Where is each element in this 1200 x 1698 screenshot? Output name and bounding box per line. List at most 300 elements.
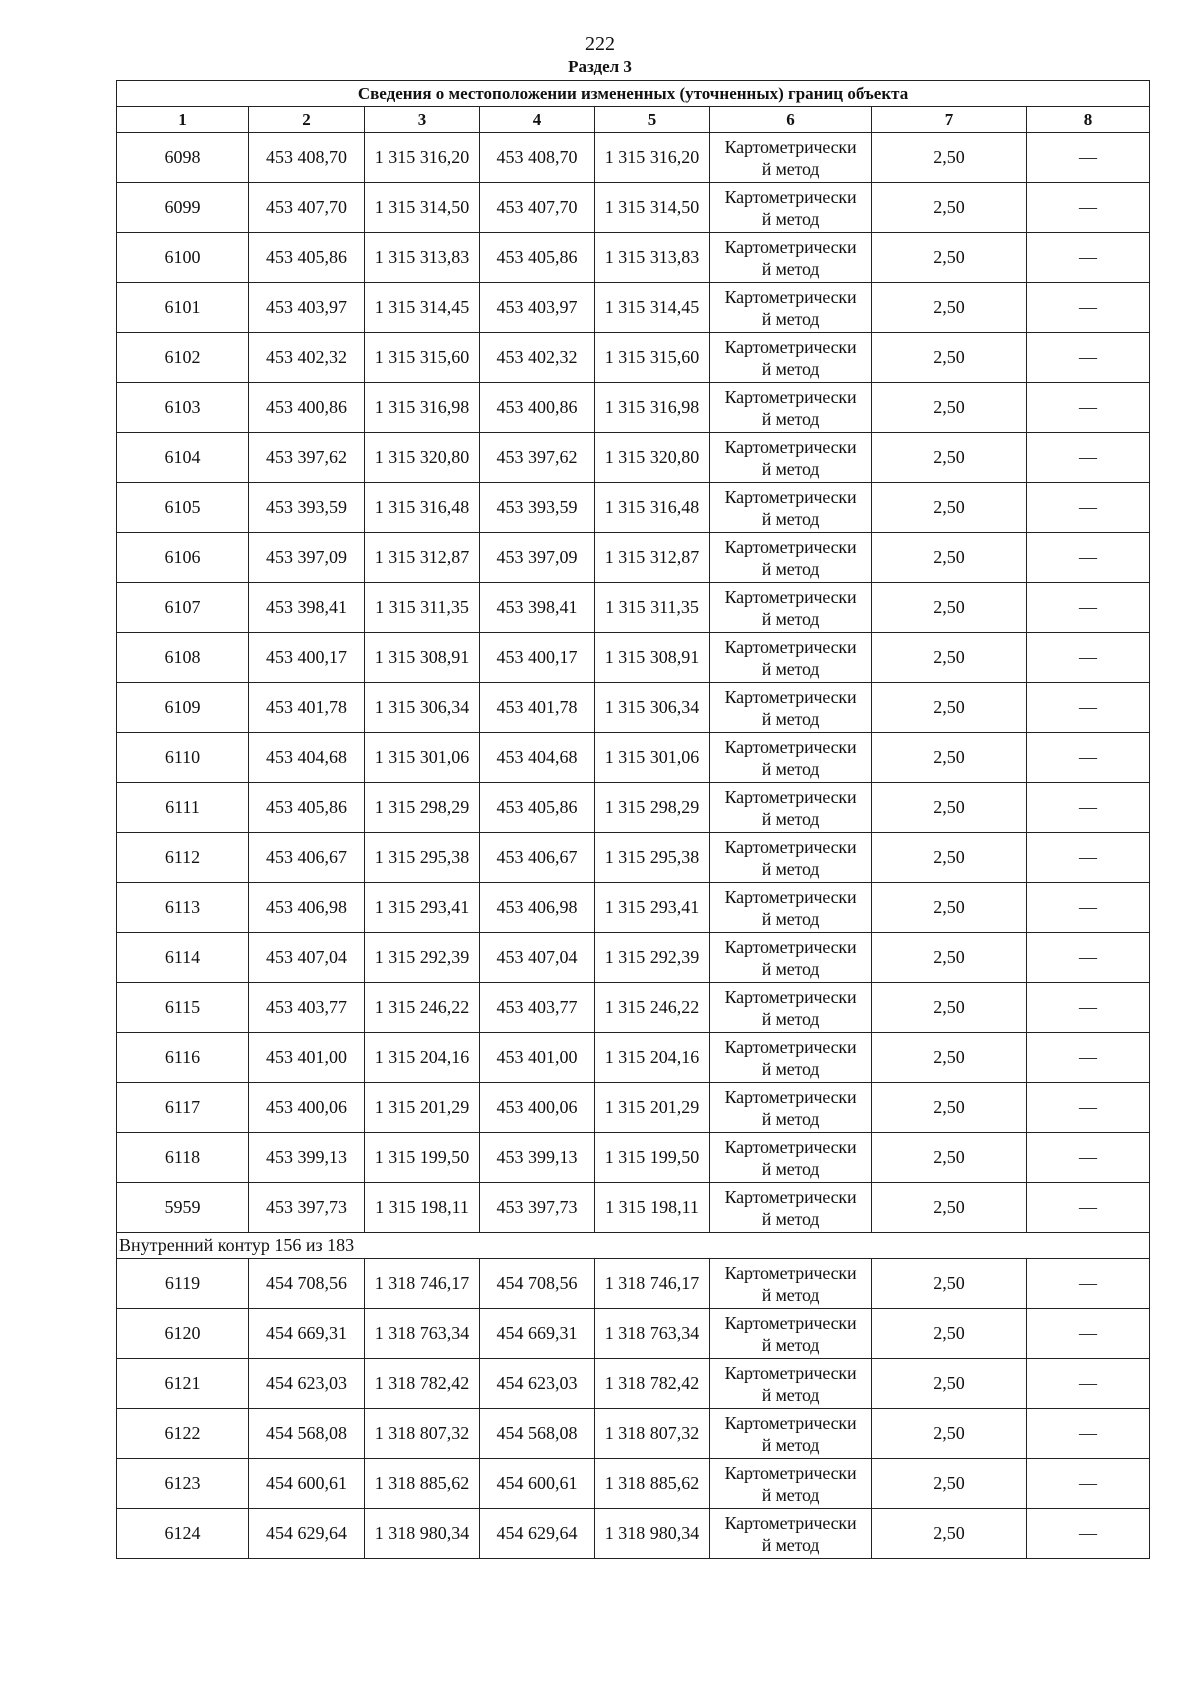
x-new-cell: 453 405,86 — [480, 783, 595, 833]
method-text-line-2: й метод — [761, 608, 820, 629]
column-8-cell: — — [1027, 383, 1150, 433]
column-number: 1 — [117, 107, 249, 133]
method-text-line-2: й метод — [761, 1058, 820, 1079]
y-new-cell: 1 315 292,39 — [595, 933, 710, 983]
y-existing-cell: 1 315 316,98 — [365, 383, 480, 433]
table-row — [117, 1509, 1150, 1559]
y-new-cell: 1 315 298,29 — [595, 783, 710, 833]
table-row — [117, 283, 1150, 333]
method-cell — [710, 1459, 872, 1509]
x-existing-cell: 453 401,78 — [249, 683, 365, 733]
x-new-cell: 453 400,17 — [480, 633, 595, 683]
method-text-line-2: й метод — [761, 158, 820, 179]
method-text-line-2: й метод — [761, 1334, 820, 1355]
point-id-cell: 6123 — [117, 1459, 249, 1509]
method-text-line-1: Картометрически — [724, 736, 857, 757]
column-8-cell: — — [1027, 333, 1150, 383]
table-caption: Сведения о местоположении измененных (уточненных) границ объекта — [117, 81, 1150, 107]
y-new-cell: 1 318 782,42 — [595, 1359, 710, 1409]
column-8-cell: — — [1027, 1033, 1150, 1083]
method-text-line-1: Картометрически — [724, 1036, 857, 1057]
y-new-cell: 1 315 312,87 — [595, 533, 710, 583]
x-existing-cell: 453 393,59 — [249, 483, 365, 533]
x-existing-cell: 453 400,17 — [249, 633, 365, 683]
method-text-line-2: й метод — [761, 1008, 820, 1029]
table-row — [117, 433, 1150, 483]
precision-cell: 2,50 — [872, 333, 1027, 383]
precision-cell: 2,50 — [872, 683, 1027, 733]
x-new-cell: 453 398,41 — [480, 583, 595, 633]
point-id-cell: 6112 — [117, 833, 249, 883]
precision-cell: 2,50 — [872, 283, 1027, 333]
table-row — [117, 733, 1150, 783]
method-text-line-2: й метод — [761, 858, 820, 879]
column-8-cell: — — [1027, 1083, 1150, 1133]
y-existing-cell: 1 318 980,34 — [365, 1509, 480, 1559]
x-new-cell: 454 568,08 — [480, 1409, 595, 1459]
y-existing-cell: 1 315 316,48 — [365, 483, 480, 533]
point-id-cell: 6098 — [117, 133, 249, 183]
y-new-cell: 1 315 311,35 — [595, 583, 710, 633]
column-8-cell: — — [1027, 1509, 1150, 1559]
y-existing-cell: 1 315 315,60 — [365, 333, 480, 383]
precision-cell: 2,50 — [872, 833, 1027, 883]
contour-label: Внутренний контур 156 из 183 — [117, 1233, 1150, 1259]
column-number: 5 — [595, 107, 710, 133]
precision-cell: 2,50 — [872, 483, 1027, 533]
x-existing-cell: 454 568,08 — [249, 1409, 365, 1459]
column-number: 4 — [480, 107, 595, 133]
x-existing-cell: 453 408,70 — [249, 133, 365, 183]
table-row — [117, 383, 1150, 433]
y-new-cell: 1 315 306,34 — [595, 683, 710, 733]
precision-cell: 2,50 — [872, 1459, 1027, 1509]
point-id-cell: 6100 — [117, 233, 249, 283]
precision-cell: 2,50 — [872, 583, 1027, 633]
table-row — [117, 1259, 1150, 1309]
x-existing-cell: 453 398,41 — [249, 583, 365, 633]
precision-cell: 2,50 — [872, 1409, 1027, 1459]
point-id-cell: 6120 — [117, 1309, 249, 1359]
table-row — [117, 1309, 1150, 1359]
x-existing-cell: 453 397,62 — [249, 433, 365, 483]
method-cell — [710, 883, 872, 933]
column-8-cell: — — [1027, 633, 1150, 683]
method-text-line-1: Картометрически — [724, 786, 857, 807]
point-id-cell: 6113 — [117, 883, 249, 933]
column-8-cell: — — [1027, 1183, 1150, 1233]
method-text-line-2: й метод — [761, 1484, 820, 1505]
column-8-cell: — — [1027, 1359, 1150, 1409]
table-row — [117, 1183, 1150, 1233]
precision-cell: 2,50 — [872, 1259, 1027, 1309]
table-row — [117, 233, 1150, 283]
x-new-cell: 453 407,04 — [480, 933, 595, 983]
point-id-cell: 5959 — [117, 1183, 249, 1233]
precision-cell: 2,50 — [872, 383, 1027, 433]
y-existing-cell: 1 315 320,80 — [365, 433, 480, 483]
method-text-line-2: й метод — [761, 558, 820, 579]
point-id-cell: 6101 — [117, 283, 249, 333]
y-new-cell: 1 315 295,38 — [595, 833, 710, 883]
table-row — [117, 583, 1150, 633]
method-cell — [710, 433, 872, 483]
table-row — [117, 983, 1150, 1033]
point-id-cell: 6115 — [117, 983, 249, 1033]
x-new-cell: 453 403,97 — [480, 283, 595, 333]
x-new-cell: 453 402,32 — [480, 333, 595, 383]
method-cell — [710, 1359, 872, 1409]
y-existing-cell: 1 315 198,11 — [365, 1183, 480, 1233]
method-text-line-1: Картометрически — [724, 986, 857, 1007]
column-numbers-row — [117, 107, 1150, 133]
method-text-line-1: Картометрически — [724, 636, 857, 657]
precision-cell: 2,50 — [872, 183, 1027, 233]
x-existing-cell: 454 708,56 — [249, 1259, 365, 1309]
method-text-line-2: й метод — [761, 808, 820, 829]
point-id-cell: 6102 — [117, 333, 249, 383]
point-id-cell: 6124 — [117, 1509, 249, 1559]
table-body — [117, 133, 1150, 1559]
method-cell — [710, 233, 872, 283]
x-new-cell: 453 404,68 — [480, 733, 595, 783]
precision-cell: 2,50 — [872, 983, 1027, 1033]
y-new-cell: 1 315 313,83 — [595, 233, 710, 283]
method-text-line-2: й метод — [761, 358, 820, 379]
column-number: 6 — [710, 107, 872, 133]
method-cell — [710, 183, 872, 233]
y-new-cell: 1 315 204,16 — [595, 1033, 710, 1083]
x-new-cell: 453 405,86 — [480, 233, 595, 283]
table-row — [117, 783, 1150, 833]
table-row — [117, 483, 1150, 533]
method-text-line-2: й метод — [761, 1208, 820, 1229]
point-id-cell: 6114 — [117, 933, 249, 983]
x-new-cell: 453 406,98 — [480, 883, 595, 933]
point-id-cell: 6108 — [117, 633, 249, 683]
point-id-cell: 6122 — [117, 1409, 249, 1459]
point-id-cell: 6105 — [117, 483, 249, 533]
method-cell — [710, 1509, 872, 1559]
point-id-cell: 6119 — [117, 1259, 249, 1309]
method-text-line-2: й метод — [761, 1284, 820, 1305]
y-new-cell: 1 315 316,20 — [595, 133, 710, 183]
y-new-cell: 1 315 293,41 — [595, 883, 710, 933]
method-cell — [710, 533, 872, 583]
column-8-cell: — — [1027, 233, 1150, 283]
x-new-cell: 453 408,70 — [480, 133, 595, 183]
method-text-line-2: й метод — [761, 458, 820, 479]
y-existing-cell: 1 315 313,83 — [365, 233, 480, 283]
method-text-line-1: Картометрически — [724, 1412, 857, 1433]
method-text-line-1: Картометрически — [724, 486, 857, 507]
y-existing-cell: 1 318 746,17 — [365, 1259, 480, 1309]
point-id-cell: 6109 — [117, 683, 249, 733]
method-text-line-1: Картометрически — [724, 1362, 857, 1383]
method-text-line-1: Картометрически — [724, 1186, 857, 1207]
column-8-cell: — — [1027, 1409, 1150, 1459]
point-id-cell: 6104 — [117, 433, 249, 483]
x-new-cell: 453 399,13 — [480, 1133, 595, 1183]
method-text-line-2: й метод — [761, 1434, 820, 1455]
table-row — [117, 933, 1150, 983]
y-existing-cell: 1 315 201,29 — [365, 1083, 480, 1133]
point-id-cell: 6111 — [117, 783, 249, 833]
method-text-line-1: Картометрически — [724, 386, 857, 407]
point-id-cell: 6118 — [117, 1133, 249, 1183]
column-number: 2 — [249, 107, 365, 133]
x-existing-cell: 453 400,06 — [249, 1083, 365, 1133]
method-cell — [710, 933, 872, 983]
table-row — [117, 633, 1150, 683]
column-8-cell: — — [1027, 583, 1150, 633]
table-row — [117, 133, 1150, 183]
method-cell — [710, 283, 872, 333]
y-existing-cell: 1 315 199,50 — [365, 1133, 480, 1183]
precision-cell: 2,50 — [872, 883, 1027, 933]
y-existing-cell: 1 315 306,34 — [365, 683, 480, 733]
x-existing-cell: 453 407,70 — [249, 183, 365, 233]
x-new-cell: 453 407,70 — [480, 183, 595, 233]
x-existing-cell: 453 407,04 — [249, 933, 365, 983]
point-id-cell: 6107 — [117, 583, 249, 633]
method-cell — [710, 133, 872, 183]
method-cell — [710, 333, 872, 383]
y-existing-cell: 1 318 885,62 — [365, 1459, 480, 1509]
method-cell — [710, 633, 872, 683]
method-text-line-1: Картометрически — [724, 1462, 857, 1483]
column-8-cell: — — [1027, 833, 1150, 883]
x-new-cell: 453 403,77 — [480, 983, 595, 1033]
x-new-cell: 453 393,59 — [480, 483, 595, 533]
column-number: 3 — [365, 107, 480, 133]
method-cell — [710, 1133, 872, 1183]
method-text-line-2: й метод — [761, 208, 820, 229]
table-row — [117, 1133, 1150, 1183]
y-existing-cell: 1 318 782,42 — [365, 1359, 480, 1409]
x-existing-cell: 453 405,86 — [249, 783, 365, 833]
y-new-cell: 1 315 320,80 — [595, 433, 710, 483]
x-existing-cell: 453 399,13 — [249, 1133, 365, 1183]
method-cell — [710, 983, 872, 1033]
precision-cell: 2,50 — [872, 1083, 1027, 1133]
table-row — [117, 1359, 1150, 1409]
y-new-cell: 1 315 301,06 — [595, 733, 710, 783]
x-existing-cell: 453 405,86 — [249, 233, 365, 283]
table-row — [117, 833, 1150, 883]
table-caption-row — [117, 81, 1150, 107]
point-id-cell: 6103 — [117, 383, 249, 433]
column-8-cell: — — [1027, 933, 1150, 983]
x-new-cell: 454 669,31 — [480, 1309, 595, 1359]
table-row — [117, 683, 1150, 733]
x-new-cell: 453 400,06 — [480, 1083, 595, 1133]
y-existing-cell: 1 315 293,41 — [365, 883, 480, 933]
precision-cell: 2,50 — [872, 533, 1027, 583]
y-existing-cell: 1 318 807,32 — [365, 1409, 480, 1459]
y-existing-cell: 1 315 295,38 — [365, 833, 480, 883]
method-text-line-1: Картометрически — [724, 1262, 857, 1283]
column-8-cell: — — [1027, 1133, 1150, 1183]
precision-cell: 2,50 — [872, 1033, 1027, 1083]
y-new-cell: 1 315 314,45 — [595, 283, 710, 333]
point-id-cell: 6110 — [117, 733, 249, 783]
x-existing-cell: 453 401,00 — [249, 1033, 365, 1083]
table-row — [117, 183, 1150, 233]
point-id-cell: 6099 — [117, 183, 249, 233]
y-new-cell: 1 315 198,11 — [595, 1183, 710, 1233]
y-new-cell: 1 315 314,50 — [595, 183, 710, 233]
method-text-line-1: Картометрически — [724, 836, 857, 857]
page-number: 222 — [585, 33, 615, 55]
section-title: Раздел 3 — [568, 57, 632, 76]
method-cell — [710, 733, 872, 783]
method-cell — [710, 1083, 872, 1133]
column-8-cell: — — [1027, 783, 1150, 833]
y-new-cell: 1 318 746,17 — [595, 1259, 710, 1309]
point-id-cell: 6121 — [117, 1359, 249, 1409]
x-new-cell: 453 401,00 — [480, 1033, 595, 1083]
table-row — [117, 1459, 1150, 1509]
x-existing-cell: 453 406,98 — [249, 883, 365, 933]
point-id-cell: 6106 — [117, 533, 249, 583]
x-existing-cell: 453 397,73 — [249, 1183, 365, 1233]
method-cell — [710, 583, 872, 633]
x-new-cell: 454 600,61 — [480, 1459, 595, 1509]
method-cell — [710, 1033, 872, 1083]
method-text-line-2: й метод — [761, 1384, 820, 1405]
contour-header-row — [117, 1233, 1150, 1259]
method-text-line-1: Картометрически — [724, 336, 857, 357]
x-existing-cell: 454 600,61 — [249, 1459, 365, 1509]
method-text-line-2: й метод — [761, 658, 820, 679]
precision-cell: 2,50 — [872, 233, 1027, 283]
x-new-cell: 453 401,78 — [480, 683, 595, 733]
precision-cell: 2,50 — [872, 1133, 1027, 1183]
x-existing-cell: 453 403,77 — [249, 983, 365, 1033]
y-existing-cell: 1 315 246,22 — [365, 983, 480, 1033]
y-new-cell: 1 318 980,34 — [595, 1509, 710, 1559]
precision-cell: 2,50 — [872, 1183, 1027, 1233]
y-new-cell: 1 318 763,34 — [595, 1309, 710, 1359]
y-new-cell: 1 315 246,22 — [595, 983, 710, 1033]
y-new-cell: 1 315 199,50 — [595, 1133, 710, 1183]
method-cell — [710, 1183, 872, 1233]
method-cell — [710, 383, 872, 433]
y-existing-cell: 1 315 204,16 — [365, 1033, 480, 1083]
method-text-line-2: й метод — [761, 908, 820, 929]
x-new-cell: 454 623,03 — [480, 1359, 595, 1409]
method-text-line-2: й метод — [761, 758, 820, 779]
column-8-cell: — — [1027, 533, 1150, 583]
method-text-line-2: й метод — [761, 1108, 820, 1129]
boundary-coordinates-table — [116, 80, 1150, 1559]
y-existing-cell: 1 318 763,34 — [365, 1309, 480, 1359]
x-existing-cell: 454 669,31 — [249, 1309, 365, 1359]
column-8-cell: — — [1027, 133, 1150, 183]
table-row — [117, 883, 1150, 933]
y-new-cell: 1 315 308,91 — [595, 633, 710, 683]
point-id-cell: 6116 — [117, 1033, 249, 1083]
column-8-cell: — — [1027, 183, 1150, 233]
table-row — [117, 333, 1150, 383]
precision-cell: 2,50 — [872, 933, 1027, 983]
table-row — [117, 1083, 1150, 1133]
x-existing-cell: 453 403,97 — [249, 283, 365, 333]
column-8-cell: — — [1027, 483, 1150, 533]
method-cell — [710, 1309, 872, 1359]
precision-cell: 2,50 — [872, 133, 1027, 183]
y-new-cell: 1 315 315,60 — [595, 333, 710, 383]
column-8-cell: — — [1027, 1459, 1150, 1509]
y-new-cell: 1 318 807,32 — [595, 1409, 710, 1459]
method-cell — [710, 1259, 872, 1309]
method-text-line-1: Картометрически — [724, 536, 857, 557]
method-cell — [710, 833, 872, 883]
y-existing-cell: 1 315 292,39 — [365, 933, 480, 983]
method-text-line-2: й метод — [761, 508, 820, 529]
y-existing-cell: 1 315 298,29 — [365, 783, 480, 833]
method-cell — [710, 683, 872, 733]
precision-cell: 2,50 — [872, 1509, 1027, 1559]
method-text-line-1: Картометрически — [724, 586, 857, 607]
x-new-cell: 454 629,64 — [480, 1509, 595, 1559]
y-existing-cell: 1 315 308,91 — [365, 633, 480, 683]
x-existing-cell: 453 406,67 — [249, 833, 365, 883]
precision-cell: 2,50 — [872, 783, 1027, 833]
column-8-cell: — — [1027, 283, 1150, 333]
x-existing-cell: 454 629,64 — [249, 1509, 365, 1559]
column-8-cell: — — [1027, 1309, 1150, 1359]
method-text-line-2: й метод — [761, 308, 820, 329]
table-row — [117, 1409, 1150, 1459]
method-text-line-1: Картометрически — [724, 286, 857, 307]
y-existing-cell: 1 315 314,45 — [365, 283, 480, 333]
method-text-line-1: Картометрически — [724, 436, 857, 457]
method-cell — [710, 783, 872, 833]
x-new-cell: 453 397,62 — [480, 433, 595, 483]
precision-cell: 2,50 — [872, 633, 1027, 683]
x-new-cell: 453 397,09 — [480, 533, 595, 583]
method-text-line-1: Картометрически — [724, 186, 857, 207]
method-text-line-1: Картометрически — [724, 886, 857, 907]
x-new-cell: 453 400,86 — [480, 383, 595, 433]
column-number: 8 — [1027, 107, 1150, 133]
precision-cell: 2,50 — [872, 433, 1027, 483]
column-8-cell: — — [1027, 983, 1150, 1033]
precision-cell: 2,50 — [872, 1309, 1027, 1359]
x-new-cell: 453 406,67 — [480, 833, 595, 883]
y-existing-cell: 1 315 312,87 — [365, 533, 480, 583]
x-new-cell: 453 397,73 — [480, 1183, 595, 1233]
method-text-line-1: Картометрически — [724, 936, 857, 957]
point-id-cell: 6117 — [117, 1083, 249, 1133]
x-new-cell: 454 708,56 — [480, 1259, 595, 1309]
column-8-cell: — — [1027, 883, 1150, 933]
method-cell — [710, 483, 872, 533]
precision-cell: 2,50 — [872, 733, 1027, 783]
method-text-line-1: Картометрически — [724, 1086, 857, 1107]
method-text-line-2: й метод — [761, 408, 820, 429]
column-8-cell: — — [1027, 733, 1150, 783]
y-new-cell: 1 318 885,62 — [595, 1459, 710, 1509]
method-text-line-2: й метод — [761, 958, 820, 979]
column-8-cell: — — [1027, 433, 1150, 483]
x-existing-cell: 453 404,68 — [249, 733, 365, 783]
y-new-cell: 1 315 201,29 — [595, 1083, 710, 1133]
method-cell — [710, 1409, 872, 1459]
method-text-line-1: Картометрически — [724, 1512, 857, 1533]
